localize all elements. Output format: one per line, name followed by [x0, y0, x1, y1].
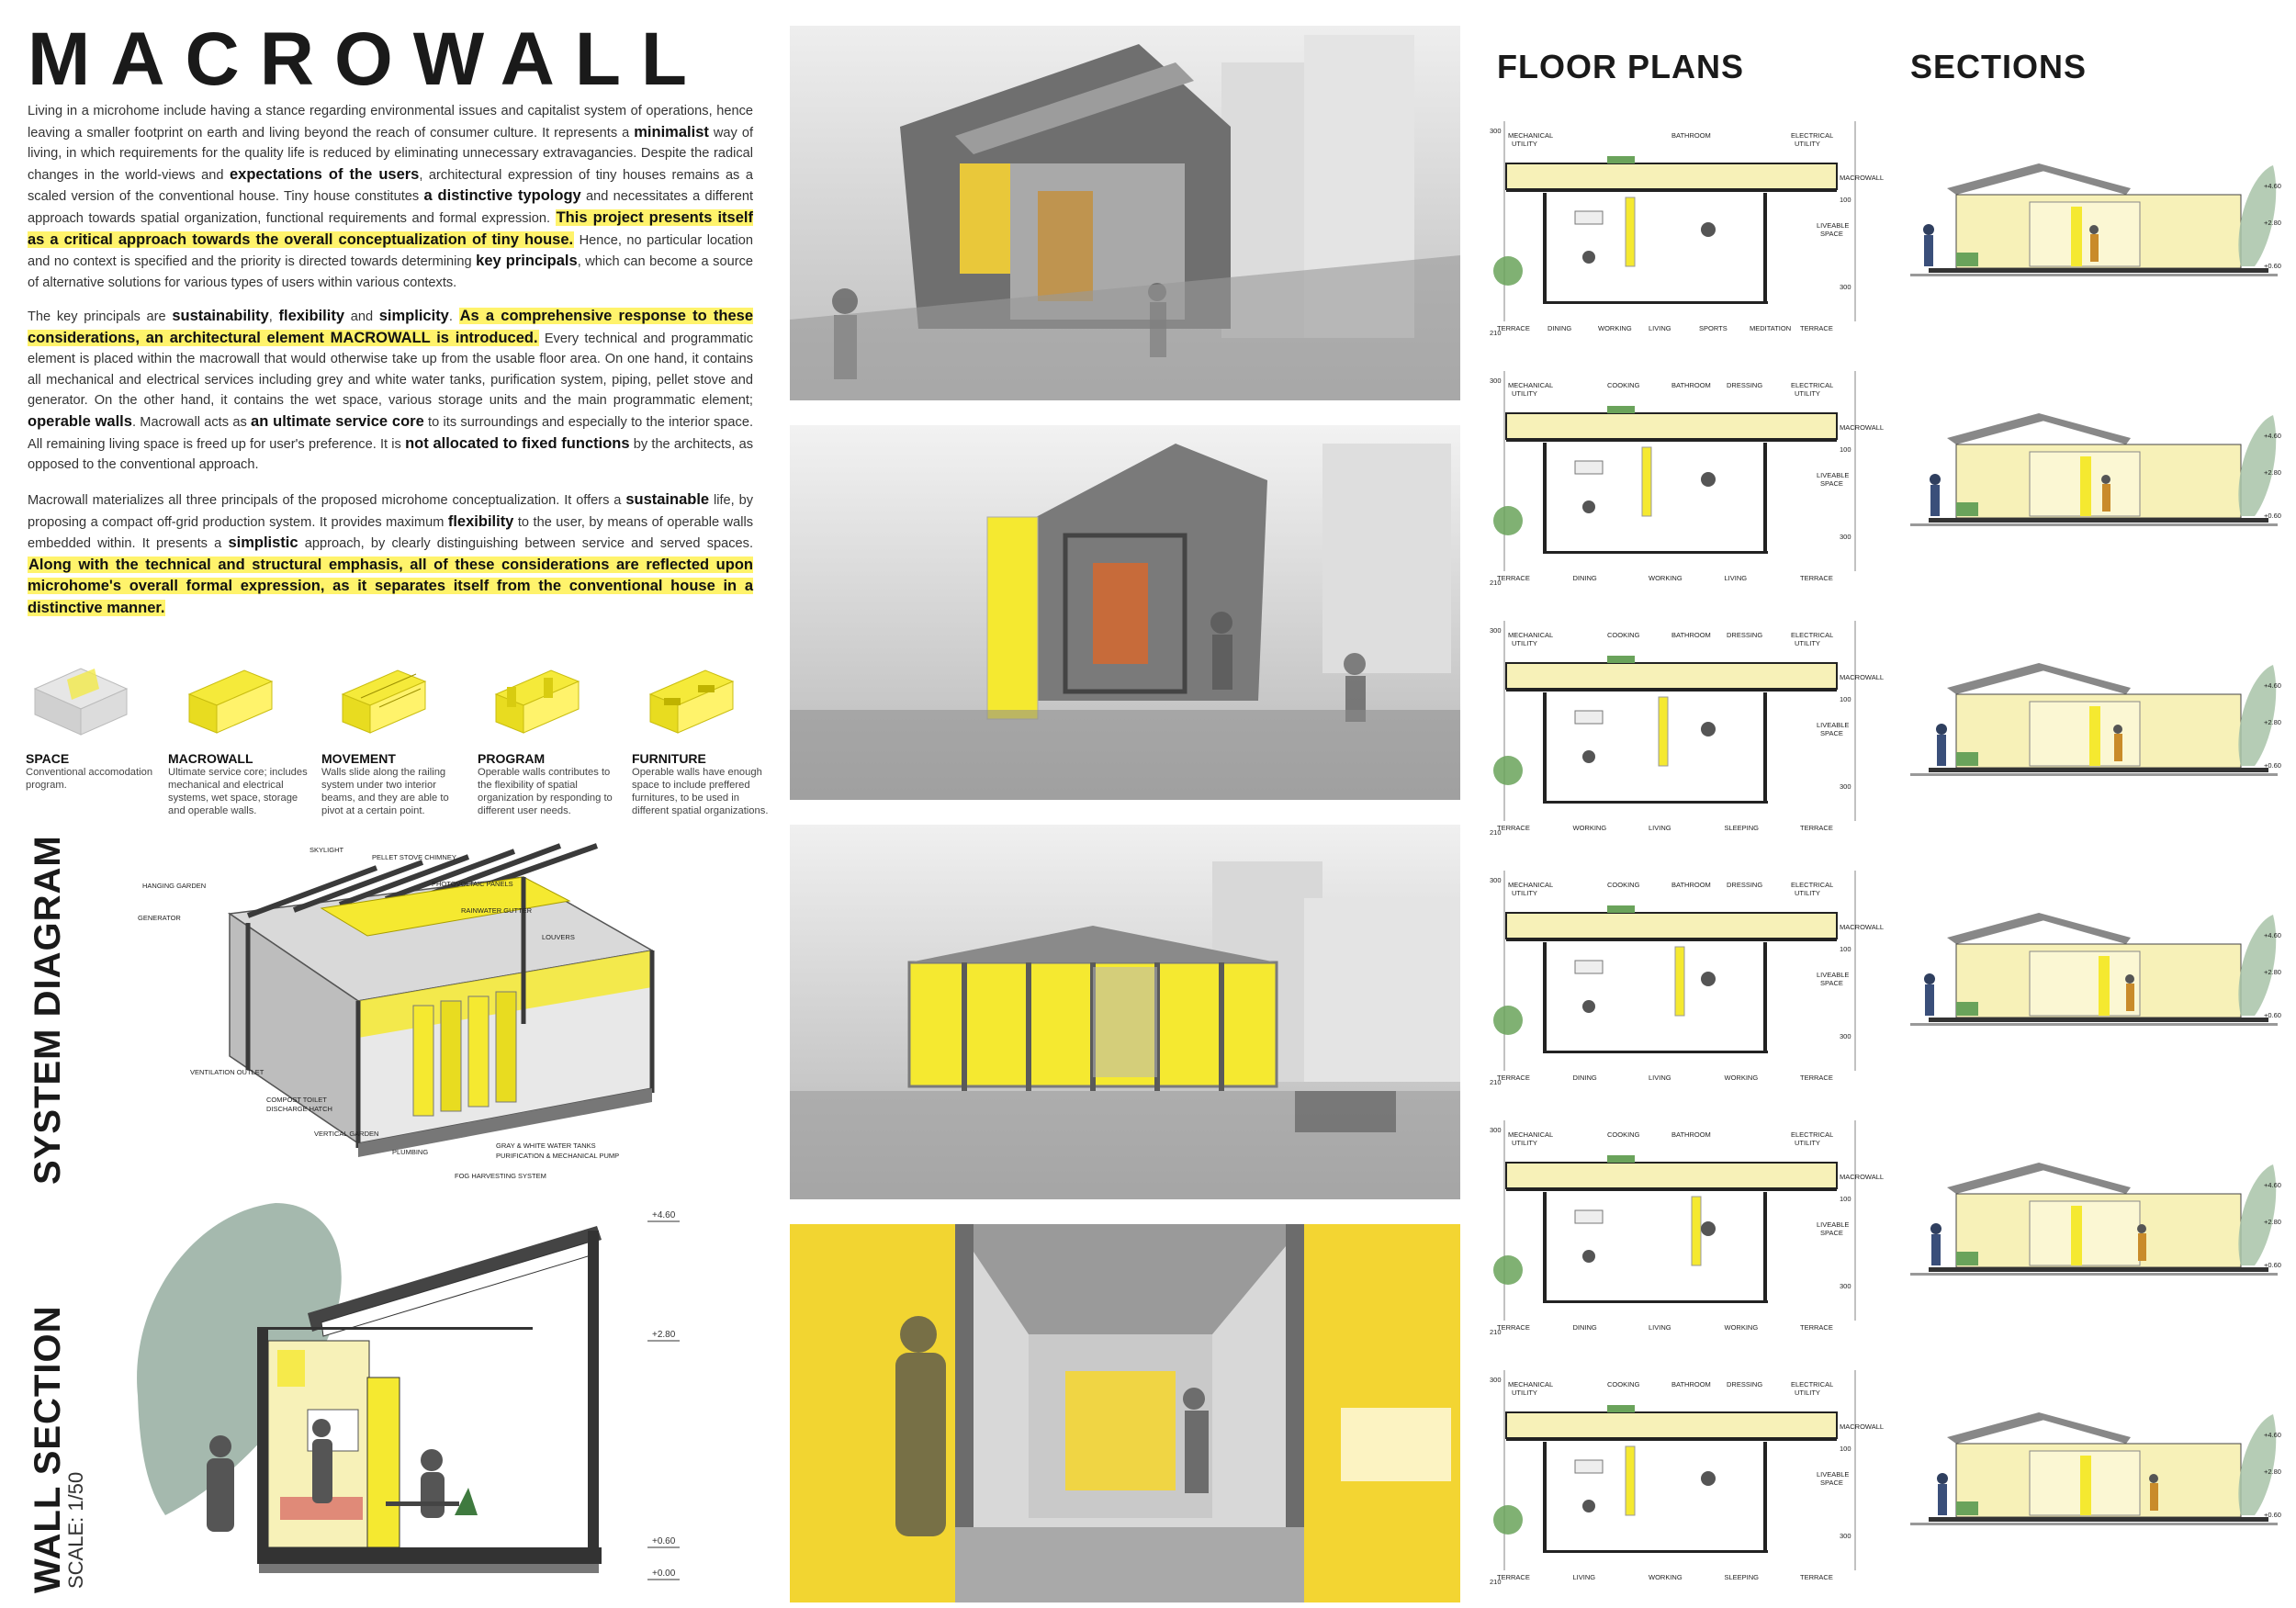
intro-paragraph-3 — [28, 489, 753, 620]
plan-label-utility: UTILITY — [1512, 639, 1537, 647]
plan-zone-label: SLEEPING — [1724, 1573, 1760, 1581]
plan-dim-side: 210 — [1490, 329, 1502, 337]
plan-label-electrical: ELECTRICAL — [1791, 1130, 1834, 1139]
plan-label-space: SPACE — [1820, 479, 1843, 488]
render-1 — [790, 26, 1460, 400]
wall-section — [110, 1185, 698, 1602]
macrowall-icon — [189, 670, 272, 733]
concept-program: PROGRAM Operable walls contributes to the flexibility of spatial organization by responding to different user needs. — [478, 751, 613, 816]
plan-dim-bottom: 300 — [1840, 1032, 1851, 1040]
plan-label-space: SPACE — [1820, 1229, 1843, 1237]
plan-zone-label: TERRACE — [1800, 1323, 1833, 1332]
plan-zone-label: TERRACE — [1497, 324, 1530, 332]
plan-label-mechanical: MECHANICAL — [1508, 1130, 1554, 1139]
body-text: Every technical and programmatic element is placed within the macrowall that would otherwise take up from the usable floor area. On one hand, it contains all mechanical and electrical services including grey and white water tanks, purification system, piping, pellet stove and generator. On the other hand, it contains the wet space, various storage units and the main programmatic element; — [28, 331, 753, 409]
plan-zone-label: TERRACE — [1497, 1573, 1530, 1581]
intro-paragraph-1 — [28, 101, 753, 293]
plan-room-label: COOKING — [1607, 381, 1640, 389]
concept-space: SPACE Conventional accomodation program. — [26, 751, 153, 791]
plan-zone-label: WORKING — [1724, 1323, 1759, 1332]
plan-dim-side: 300 — [1490, 626, 1502, 635]
label-vent: VENTILATION OUTLET — [190, 1068, 264, 1076]
body-text: Hence, no particular location and no context is specified and the priority is directed towards determining — [28, 232, 753, 270]
plan-room-label: DRESSING — [1727, 881, 1763, 889]
plan-zone-label: WORKING — [1649, 574, 1683, 582]
movement-icon — [343, 670, 425, 733]
plan-zone-label: WORKING — [1598, 324, 1632, 332]
plan-zone-label: TERRACE — [1800, 1573, 1833, 1581]
label-pv: PHOTOVOLTAIC PANELS — [432, 880, 513, 888]
section-level-label: +0.60 — [2264, 761, 2281, 770]
plan-zone-label: DINING — [1572, 1074, 1597, 1082]
floor-plans-title: FLOOR PLANS — [1497, 48, 1744, 85]
label-gutter: RAINWATER GUTTER — [461, 906, 533, 915]
label-tanks-2: PURIFICATION & MECHANICAL PUMP — [496, 1152, 620, 1160]
body-text: and necessitates a different approach towards spatial organization, functional requirements and formal expression. — [28, 189, 753, 226]
render-4 — [790, 1224, 1460, 1602]
concept-row — [26, 661, 770, 836]
emphasis-text: flexibility — [447, 512, 514, 530]
plan-zone-label: TERRACE — [1497, 824, 1530, 832]
plan-dim-side: 300 — [1490, 876, 1502, 884]
plan-dim-side: 300 — [1490, 1376, 1502, 1384]
plan-label-utility: UTILITY — [1795, 639, 1820, 647]
plan-dim-top: 100 — [1840, 445, 1851, 454]
section-level-label: +4.60 — [2264, 432, 2281, 440]
level-2: +2.80 — [652, 1330, 676, 1340]
plan-label-mechanical: MECHANICAL — [1508, 381, 1554, 389]
plan-label-space: SPACE — [1820, 230, 1843, 238]
label-hanging: HANGING GARDEN — [142, 882, 207, 890]
section-drawing — [1892, 388, 2287, 571]
plan-label-macrowall: MACROWALL — [1840, 923, 1885, 931]
plan-dim-side: 210 — [1490, 1578, 1502, 1586]
plan-dim-side: 300 — [1490, 1126, 1502, 1134]
body-text: approach, by clearly distinguishing between service and served spaces. — [298, 536, 753, 552]
wall-section-scale: SCALE: 1/50 — [64, 1471, 87, 1589]
emphasis-text: operable walls — [28, 412, 132, 430]
plan-label-utility: UTILITY — [1512, 1139, 1537, 1147]
plan-zone-label: DINING — [1572, 574, 1597, 582]
render-2 — [790, 425, 1460, 800]
concept-furniture: FURNITURE Operable walls have enough space to include preffered furnitures, to be used in different spatial organizations. — [632, 751, 769, 816]
plan-label-livable: LIVEABLE — [1817, 971, 1850, 979]
system-diagram-label: SYSTEM DIAGRAM — [28, 835, 68, 1185]
plan-zone-label: TERRACE — [1497, 574, 1530, 582]
plan-label-electrical: ELECTRICAL — [1791, 881, 1834, 889]
emphasis-text: simplistic — [228, 534, 298, 552]
body-text: , which can become a source of alternative solutions for various types of users within various contexts. — [28, 254, 753, 290]
section-level-label: +0.60 — [2264, 1011, 2281, 1019]
plan-zone-label: TERRACE — [1497, 1074, 1530, 1082]
plan-label-utility: UTILITY — [1795, 1389, 1820, 1397]
plan-dim-bottom: 300 — [1840, 533, 1851, 541]
section-level-label: +4.60 — [2264, 1431, 2281, 1439]
plan-label-electrical: ELECTRICAL — [1791, 381, 1834, 389]
section-level-label: +0.60 — [2264, 262, 2281, 270]
label-compost-2: DISCHARGE HATCH — [266, 1105, 332, 1113]
plan-zone-label: LIVING — [1649, 324, 1671, 332]
level-1: +4.60 — [652, 1210, 676, 1220]
page-title: MACROWALL — [28, 17, 708, 101]
plan-label-macrowall: MACROWALL — [1840, 423, 1885, 432]
emphasis-text: sustainable — [625, 491, 710, 508]
body-text: to its surroundings and especially to the interior space. All remaining living space is freed up for user's preference. It is — [28, 414, 754, 452]
plan-label-mechanical: MECHANICAL — [1508, 1380, 1554, 1389]
plan-dim-side: 210 — [1490, 828, 1502, 837]
section-level-label: +2.80 — [2264, 219, 2281, 227]
render-3 — [790, 825, 1460, 1199]
section-drawing — [1892, 138, 2287, 321]
body-text: and — [344, 309, 379, 324]
body-text: by the architects, as opposed to the conventional approach. — [28, 436, 754, 473]
section-level-label: +0.60 — [2264, 512, 2281, 520]
plan-dim-top: 100 — [1840, 196, 1851, 204]
body-text: The key principals are — [28, 309, 173, 324]
section-drawing — [1892, 637, 2287, 821]
plan-dim-side: 300 — [1490, 377, 1502, 385]
emphasis-text: minimalist — [634, 123, 709, 141]
section-level-label: +4.60 — [2264, 681, 2281, 690]
plan-label-utility: UTILITY — [1795, 140, 1820, 148]
plan-dim-side: 300 — [1490, 127, 1502, 135]
wall-section-label: WALL SECTION — [28, 1305, 68, 1593]
plan-zone-label: LIVING — [1649, 824, 1671, 832]
plan-zone-label: SPORTS — [1699, 324, 1728, 332]
body-text: way of living, in which requirements for the quality life is reduced by eliminating unnecessary extravagancies. Despite the radical changes in the world-views and — [28, 125, 754, 183]
plan-dim-side: 210 — [1490, 579, 1502, 587]
highlighted-text: Along with the technical and structural emphasis, all of these considerations are reflected upon microhome's overall formal expression, as it separates itself from the conventional house in a distinctive manner. — [28, 556, 753, 616]
plan-zone-label: SLEEPING — [1724, 824, 1760, 832]
emphasis-text: flexibility — [278, 308, 345, 324]
plan-label-livable: LIVEABLE — [1817, 221, 1850, 230]
body-text: Living in a microhome include having a stance regarding environmental issues and capitalist system of operations, hence leaving a smaller footprint on earth and living beyond the reach of consumer culture. It represents a — [28, 104, 753, 141]
plan-dim-side: 210 — [1490, 1328, 1502, 1336]
plan-label-electrical: ELECTRICAL — [1791, 131, 1834, 140]
body-text: , architectural expression of tiny houses remains as a scaled version of the conventional house. Tiny house constitutes — [28, 167, 753, 205]
section-level-label: +2.80 — [2264, 1218, 2281, 1226]
emphasis-text: an ultimate service core — [251, 412, 424, 430]
section-level-label: +2.80 — [2264, 468, 2281, 477]
concept-icons — [26, 661, 770, 744]
plan-dim-bottom: 300 — [1840, 1532, 1851, 1540]
plan-label-utility: UTILITY — [1512, 1389, 1537, 1397]
label-vgarden: VERTICAL GARDEN — [314, 1130, 379, 1138]
plan-zone-label: TERRACE — [1800, 1074, 1833, 1082]
floor-plan — [1488, 610, 1885, 839]
section-level-label: +0.60 — [2264, 1511, 2281, 1519]
plan-label-utility: UTILITY — [1512, 389, 1537, 398]
plan-zone-label: DINING — [1572, 1323, 1597, 1332]
plan-label-space: SPACE — [1820, 1479, 1843, 1487]
floor-plan — [1488, 1109, 1885, 1339]
plan-label-macrowall: MACROWALL — [1840, 1173, 1885, 1181]
plan-label-space: SPACE — [1820, 729, 1843, 737]
body-text: Macrowall materializes all three principals of the proposed microhome conceptualization. It offers a — [28, 493, 626, 508]
label-skylight: SKYLIGHT — [310, 846, 344, 854]
plan-room-label: DRESSING — [1727, 381, 1763, 389]
plan-room-label: BATHROOM — [1671, 881, 1711, 889]
plan-label-utility: UTILITY — [1512, 889, 1537, 897]
section-level-label: +4.60 — [2264, 1181, 2281, 1189]
system-diagram — [138, 840, 726, 1203]
plan-room-label: COOKING — [1607, 1380, 1640, 1389]
plan-room-label: COOKING — [1607, 1130, 1640, 1139]
section-level-label: +0.60 — [2264, 1261, 2281, 1269]
section-level-label: +4.60 — [2264, 931, 2281, 939]
label-pellet: PELLET STOVE CHIMNEY — [372, 853, 456, 861]
plan-room-label: BATHROOM — [1671, 381, 1711, 389]
label-compost-1: COMPOST TOILET — [266, 1096, 327, 1104]
body-text: . — [448, 309, 459, 324]
plan-label-mechanical: MECHANICAL — [1508, 631, 1554, 639]
plan-room-label: BATHROOM — [1671, 631, 1711, 639]
section-level-label: +2.80 — [2264, 718, 2281, 726]
concept-movement: MOVEMENT Walls slide along the railing system under two interior beams, and they are able to pivot at a certain point. — [321, 751, 449, 816]
plan-room-label: COOKING — [1607, 631, 1640, 639]
plan-zone-label: WORKING — [1572, 824, 1607, 832]
emphasis-text: simplicity — [378, 308, 449, 324]
plan-label-electrical: ELECTRICAL — [1791, 1380, 1834, 1389]
intro-paragraph-2 — [28, 306, 753, 476]
concept-macrowall: MACROWALL Ultimate service core; includes mechanical and electrical systems, wet space, storage and operable walls. — [168, 751, 308, 816]
plan-label-livable: LIVEABLE — [1817, 1470, 1850, 1479]
plan-room-label: DRESSING — [1727, 1380, 1763, 1389]
plan-label-livable: LIVEABLE — [1817, 1220, 1850, 1229]
body-text: . Macrowall acts as — [131, 414, 252, 430]
plan-zone-label: LIVING — [1649, 1323, 1671, 1332]
plan-label-macrowall: MACROWALL — [1840, 673, 1885, 681]
plan-label-electrical: ELECTRICAL — [1791, 631, 1834, 639]
plan-label-livable: LIVEABLE — [1817, 721, 1850, 729]
plan-room-label: BATHROOM — [1671, 1380, 1711, 1389]
emphasis-text: sustainability — [172, 308, 269, 324]
section-level-label: +2.80 — [2264, 968, 2281, 976]
plan-dim-bottom: 300 — [1840, 1282, 1851, 1290]
section-drawing — [1892, 1137, 2287, 1321]
floor-plans-list — [1488, 110, 1885, 1602]
label-fog: FOG HARVESTING SYSTEM — [455, 1172, 546, 1180]
plan-room-label: BATHROOM — [1671, 1130, 1711, 1139]
plan-room-label: COOKING — [1607, 881, 1640, 889]
plan-label-utility: UTILITY — [1795, 1139, 1820, 1147]
sections-title: SECTIONS — [1910, 48, 2088, 85]
section-drawing — [1892, 1387, 2287, 1570]
section-drawing — [1892, 887, 2287, 1071]
plan-label-macrowall: MACROWALL — [1840, 174, 1885, 182]
body-text: life, by proposing a compact off-grid production system. It provides maximum — [28, 493, 753, 530]
label-generator: GENERATOR — [138, 914, 181, 922]
label-plumbing: PLUMBING — [392, 1148, 429, 1156]
plan-label-space: SPACE — [1820, 979, 1843, 987]
level-4: +0.00 — [652, 1569, 676, 1579]
plan-label-mechanical: MECHANICAL — [1508, 881, 1554, 889]
sections-list — [1892, 138, 2287, 1589]
plan-zone-label: LIVING — [1649, 1074, 1671, 1082]
plan-zone-label: TERRACE — [1800, 824, 1833, 832]
plan-dim-top: 100 — [1840, 1445, 1851, 1453]
plan-zone-label: LIVING — [1724, 574, 1748, 582]
program-icon — [496, 670, 579, 733]
plan-zone-label: WORKING — [1724, 1074, 1759, 1082]
emphasis-text: not allocated to fixed functions — [405, 434, 630, 452]
plan-room-label: BATHROOM — [1671, 131, 1711, 140]
plan-dim-side: 210 — [1490, 1078, 1502, 1086]
plan-dim-top: 100 — [1840, 1195, 1851, 1203]
space-icon — [35, 669, 127, 735]
plan-zone-label: MEDITATION — [1750, 324, 1792, 332]
plan-label-mechanical: MECHANICAL — [1508, 131, 1554, 140]
plan-dim-top: 100 — [1840, 695, 1851, 703]
plan-label-macrowall: MACROWALL — [1840, 1422, 1885, 1431]
plan-label-utility: UTILITY — [1795, 389, 1820, 398]
furniture-icon — [650, 670, 733, 733]
plan-dim-bottom: 300 — [1840, 782, 1851, 791]
plan-zone-label: TERRACE — [1800, 574, 1833, 582]
body-text: to the user, by means of operable walls embedded within. It presents a — [28, 514, 753, 552]
highlighted-text: This project presents itself as a critical approach towards the overall conceptualization of tiny house. — [28, 208, 753, 248]
section-level-label: +4.60 — [2264, 182, 2281, 190]
plan-dim-top: 100 — [1840, 945, 1851, 953]
plan-zone-label: DINING — [1548, 324, 1572, 332]
plan-label-livable: LIVEABLE — [1817, 471, 1850, 479]
emphasis-text: key principals — [476, 253, 578, 270]
floor-plan — [1488, 110, 1885, 340]
label-louvers: LOUVERS — [542, 933, 575, 941]
plan-zone-label: LIVING — [1572, 1573, 1596, 1581]
plan-label-utility: UTILITY — [1512, 140, 1537, 148]
body-text: , — [268, 309, 279, 324]
level-3: +0.60 — [652, 1536, 676, 1546]
floor-plan — [1488, 860, 1885, 1089]
label-tanks-1: GRAY & WHITE WATER TANKS — [496, 1141, 596, 1150]
section-level-label: +2.80 — [2264, 1467, 2281, 1476]
plan-zone-label: TERRACE — [1800, 324, 1833, 332]
plan-dim-bottom: 300 — [1840, 283, 1851, 291]
plan-zone-label: WORKING — [1649, 1573, 1683, 1581]
plan-zone-label: TERRACE — [1497, 1323, 1530, 1332]
highlighted-text: As a comprehensive response to these considerations, an architectural element MACROWALL is introduced. — [28, 308, 754, 346]
plan-label-utility: UTILITY — [1795, 889, 1820, 897]
floor-plan — [1488, 1359, 1885, 1589]
plan-room-label: DRESSING — [1727, 631, 1763, 639]
floor-plan — [1488, 360, 1885, 590]
emphasis-text: a distinctive typology — [423, 187, 581, 205]
emphasis-text: expectations of the users — [229, 165, 420, 183]
